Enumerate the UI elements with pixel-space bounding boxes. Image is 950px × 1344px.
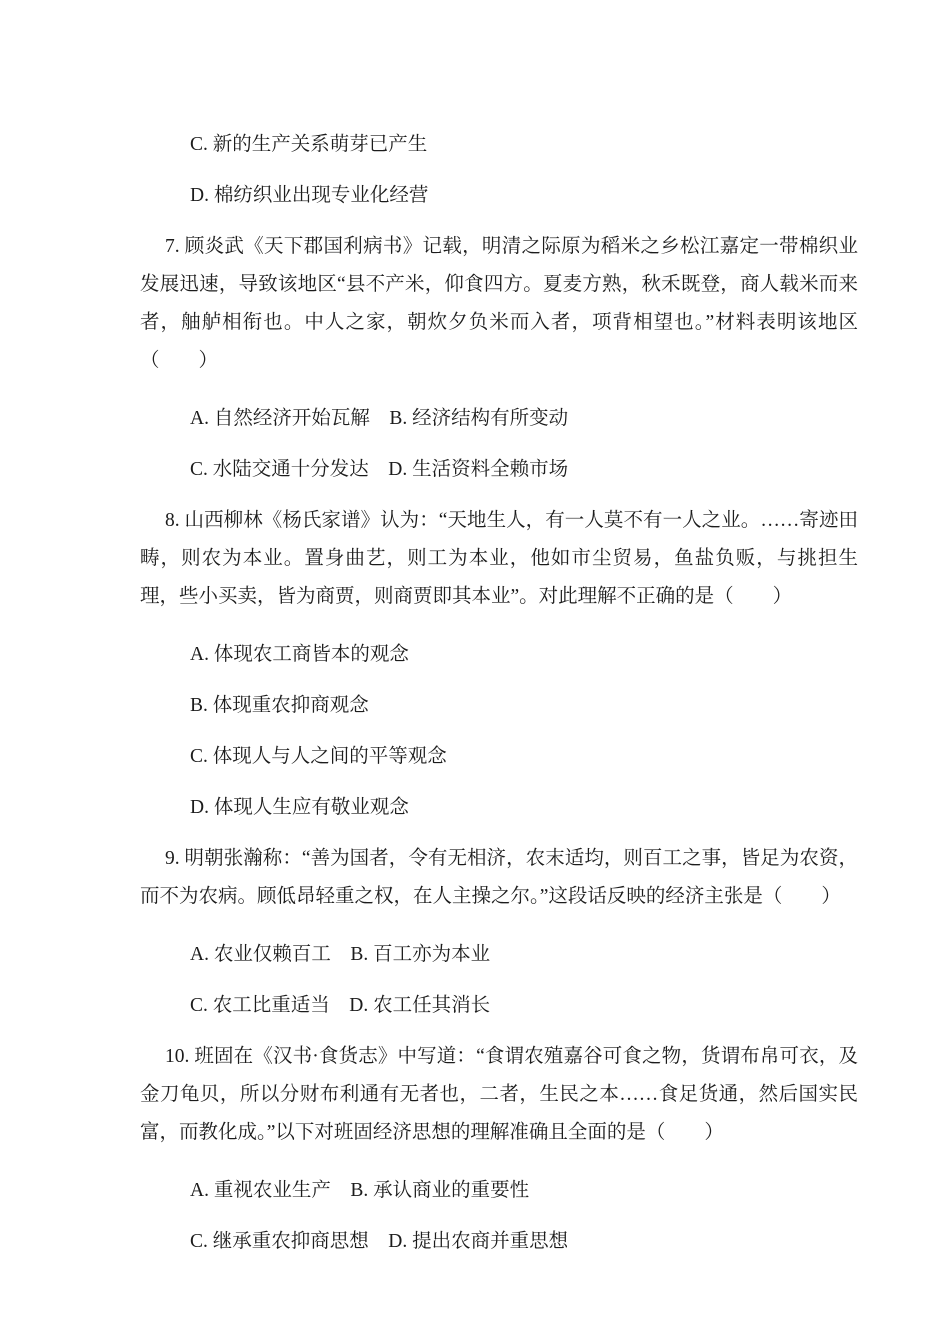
question-8-stem: 8. 山西柳林《杨氏家谱》认为：“天地生人，有一人莫不有一人之业。……寄迹田畴，则农为本业。置身曲艺，则工为本业，他如市尘贸易，鱼盐负贩，与挑担生理，些小买卖，皆为商贾，则商贾即其本业”。对此理解不正确的是（ ） <box>140 510 858 607</box>
question-8 <box>140 502 858 827</box>
question-9-options-cd: C. 农工比重适当 D. 农工任其消长 <box>190 995 491 1016</box>
question-10 <box>140 1038 858 1261</box>
question-7 <box>140 228 858 489</box>
question-6-partial <box>140 126 858 215</box>
question-10-options-cd: C. 继承重农抑商思想 D. 提出农商并重思想 <box>190 1231 569 1252</box>
question-9-options-ab: A. 农业仅赖百工 B. 百工亦为本业 <box>190 944 491 965</box>
question-6-option-c: C. 新的生产关系萌芽已产生 <box>190 134 428 155</box>
question-7-options-ab: A. 自然经济开始瓦解 B. 经济结构有所变动 <box>190 408 569 429</box>
question-10-options-ab: A. 重视农业生产 B. 承认商业的重要性 <box>190 1180 530 1201</box>
question-6-option-d: D. 棉纺织业出现专业化经营 <box>190 185 429 206</box>
question-8-option-c: C. 体现人与人之间的平等观念 <box>190 746 447 767</box>
question-8-option-a: A. 体现农工商皆本的观念 <box>190 644 409 665</box>
question-8-option-d: D. 体现人生应有敬业观念 <box>190 797 409 818</box>
question-8-option-b: B. 体现重农抑商观念 <box>190 695 369 716</box>
question-7-stem: 7. 顾炎武《天下郡国利病书》记载，明清之际原为稻米之乡松江嘉定一带棉织业发展迅速，导致该地区“县不产米，仰食四方。夏麦方熟，秋禾既登，商人载米而来者，舳舻相衔也。中人之家，朝炊夕负米而入者，项背相望也。”材料表明该地区（ ） <box>140 236 858 371</box>
question-10-stem: 10. 班固在《汉书·食货志》中写道：“食谓农殖嘉谷可食之物，货谓布帛可衣，及金刀龟贝，所以分财布利通有无者也，二者，生民之本……食足货通，然后国实民富，而教化成。”以下对班固经济思想的理解准确且全面的是（ ） <box>140 1046 858 1143</box>
question-7-options-cd: C. 水陆交通十分发达 D. 生活资料全赖市场 <box>190 459 569 480</box>
question-9 <box>140 840 858 1025</box>
question-9-stem: 9. 明朝张瀚称：“善为国者，令有无相济，农末适均，则百工之事，皆足为农资，而不为农病。顾低昂轻重之权，在人主操之尔。”这段话反映的经济主张是（ ） <box>140 848 858 907</box>
